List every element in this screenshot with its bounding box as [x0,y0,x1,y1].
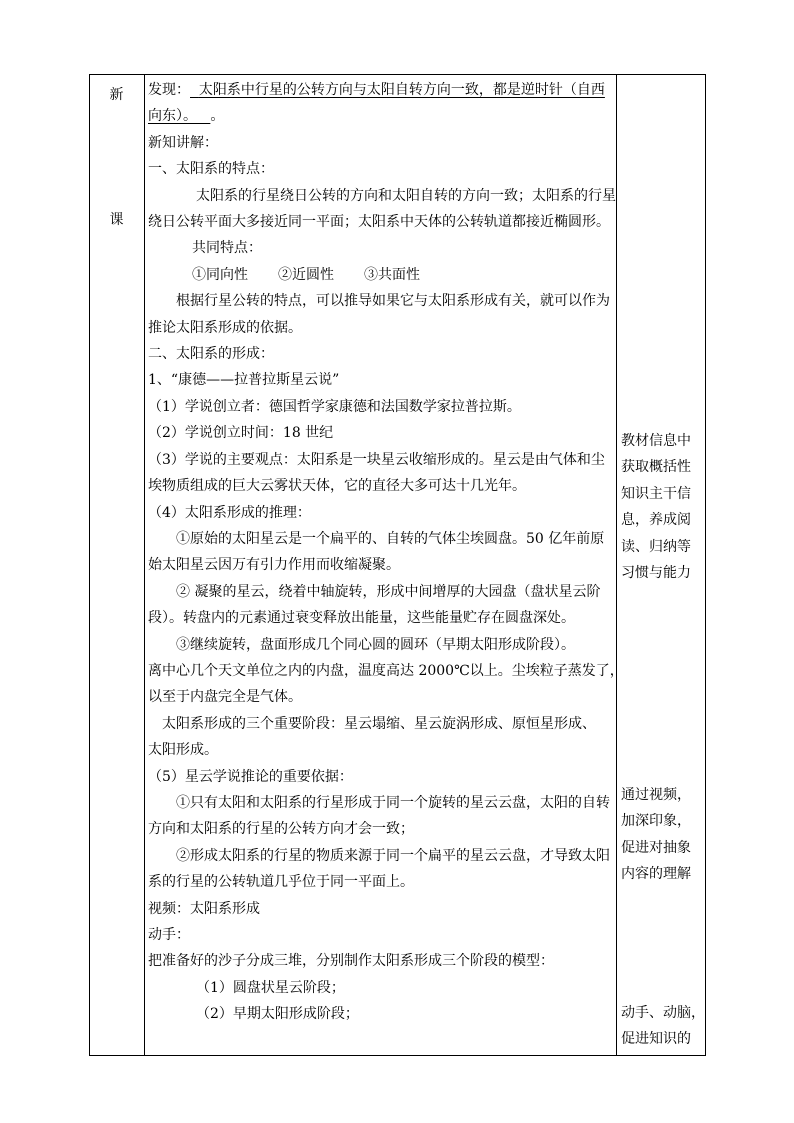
feature-2: ②近圆性 [278,266,334,283]
design-intent-note-3 [621,1000,705,1053]
design-intent-note-2 [621,782,705,888]
note-line: 促进对抽象 [621,839,691,856]
theory-point-1: （1）学说创立者：德国哲学家康德和法国数学家拉普拉斯。 [148,398,521,415]
note-line: 息，养成阅 [621,512,691,529]
theory-point-5: （5）星云学说推论的重要依据： [148,768,353,785]
paragraph-line: 以至于内盘完全是气体。 [148,689,302,706]
theory-point-4: （4）太阳系形成的推理： [148,504,311,521]
note-line: 加深印象， [621,813,691,830]
note-line: 教材信息中 [621,433,691,449]
discovery-answer-text-1: 太阳系中行星的公转方向与太阳自转方向一致，都是逆时针（自西 [198,82,605,98]
paragraph-line: 太阳形成。 [148,742,218,759]
paragraph-line: 把准备好的沙子分成三堆，分别制作太阳系形成三个阶段的模型： [148,953,554,970]
feature-1: ①同向性 [192,266,248,283]
paragraph-line: ①只有太阳和太阳系的行星形成于同一个旋转的星云云盘，太阳的自转 [176,794,610,811]
discovery-answer-1 [190,82,605,98]
design-intent-note-1 [621,428,705,586]
note-line: 内容的理解 [621,866,691,883]
discovery-answer-2 [148,108,210,124]
discovery-line-2 [148,103,612,129]
paragraph-line: ①原始的太阳星云是一个扁平的、自转的气体尘埃圆盘。50 亿年前原 [176,530,605,547]
paragraph-line: 绕日公转平面大多接近同一平面；太阳系中天体的公转轨道都接近椭圆形。 [148,214,610,231]
section-two-heading: 二、太阳系的形成： [148,346,274,363]
teaching-content [148,77,624,1028]
paragraph-line: ②形成太阳系的行星的物质来源于同一个扁平的星云云盘，才导致太阳 [176,847,610,864]
section-label-char-1: 新 [109,87,124,103]
note-line: 促进知识的 [621,1031,691,1048]
paragraph-line: 推论太阳系形成的依据。 [148,319,302,336]
note-line: 知识主干信 [621,485,691,502]
paragraph-line: 埃物质组成的巨大云雾状天体，它的直径大多可达十几光年。 [148,478,526,495]
common-features-label: 共同特点： [192,240,262,257]
discovery-label: 发现： [148,82,190,98]
discovery-end: 。 [210,108,225,125]
theory-point-2: （2）学说创立时间：18 世纪 [148,425,334,442]
new-knowledge-heading: 新知讲解： [148,134,218,151]
paragraph-line: 方向和太阳系的行星的公转方向才会一致； [148,821,414,838]
discovery-line-1 [148,77,612,103]
model-stage-1: （1）圆盘状星云阶段； [196,979,345,996]
column-divider-right [616,74,617,1056]
feature-3: ③共面性 [364,266,420,283]
paragraph-line: 系的行星的公转轨道几乎位于同一平面上。 [148,874,414,891]
paragraph-line: 段）。转盘内的元素通过衰变释放出能量，这些能量贮存在圆盘深处。 [148,610,575,627]
paragraph-line: 离中心几个天文单位之内的内盘，温度高达 2000℃以上。尘埃粒子蒸发了， [148,662,624,679]
model-stage-2: （2）早期太阳形成阶段； [196,1006,359,1023]
note-line: 通过视频， [621,787,691,803]
note-line: 动手、动脑， [621,1005,705,1021]
note-line: 读、归纳等 [621,538,691,555]
hands-on-label: 动手： [148,927,190,943]
video-line: 视频：太阳系形成 [148,900,260,917]
theory-title: 1、“康德——拉普拉斯星云说” [148,372,340,389]
note-line: 获取概括性 [621,459,691,476]
section-label-char-2: 课 [109,212,124,228]
paragraph-line: ③继续旋转，盘面形成几个同心圆的圆环（早期太阳形成阶段）。 [176,636,575,653]
theory-point-3: （3）学说的主要观点：太阳系是一块星云收缩形成的。星云是由气体和尘 [148,451,605,468]
paragraph-line: 根据行星公转的特点，可以推导如果它与太阳系形成有关，就可以作为 [176,293,610,310]
column-divider-left [144,74,145,1056]
paragraph-line: 太阳系形成的三个重要阶段：星云塌缩、星云旋涡形成、原恒星形成、 [162,715,596,732]
paragraph-line: ② 凝聚的星云，绕着中轴旋转，形成中间增厚的大园盘（盘状星云阶 [176,583,601,600]
note-line: 习惯与能力 [621,565,691,582]
paragraph-line: 始太阳星云因万有引力作用而收缩凝聚。 [148,557,400,574]
paragraph-line: 太阳系的行星绕日公转的方向和太阳自转的方向一致；太阳系的行星 [196,187,616,204]
discovery-answer-text-2: 向东）。 [148,108,197,125]
section-one-heading: 一、太阳系的特点： [148,161,274,178]
common-features-list [148,262,612,288]
